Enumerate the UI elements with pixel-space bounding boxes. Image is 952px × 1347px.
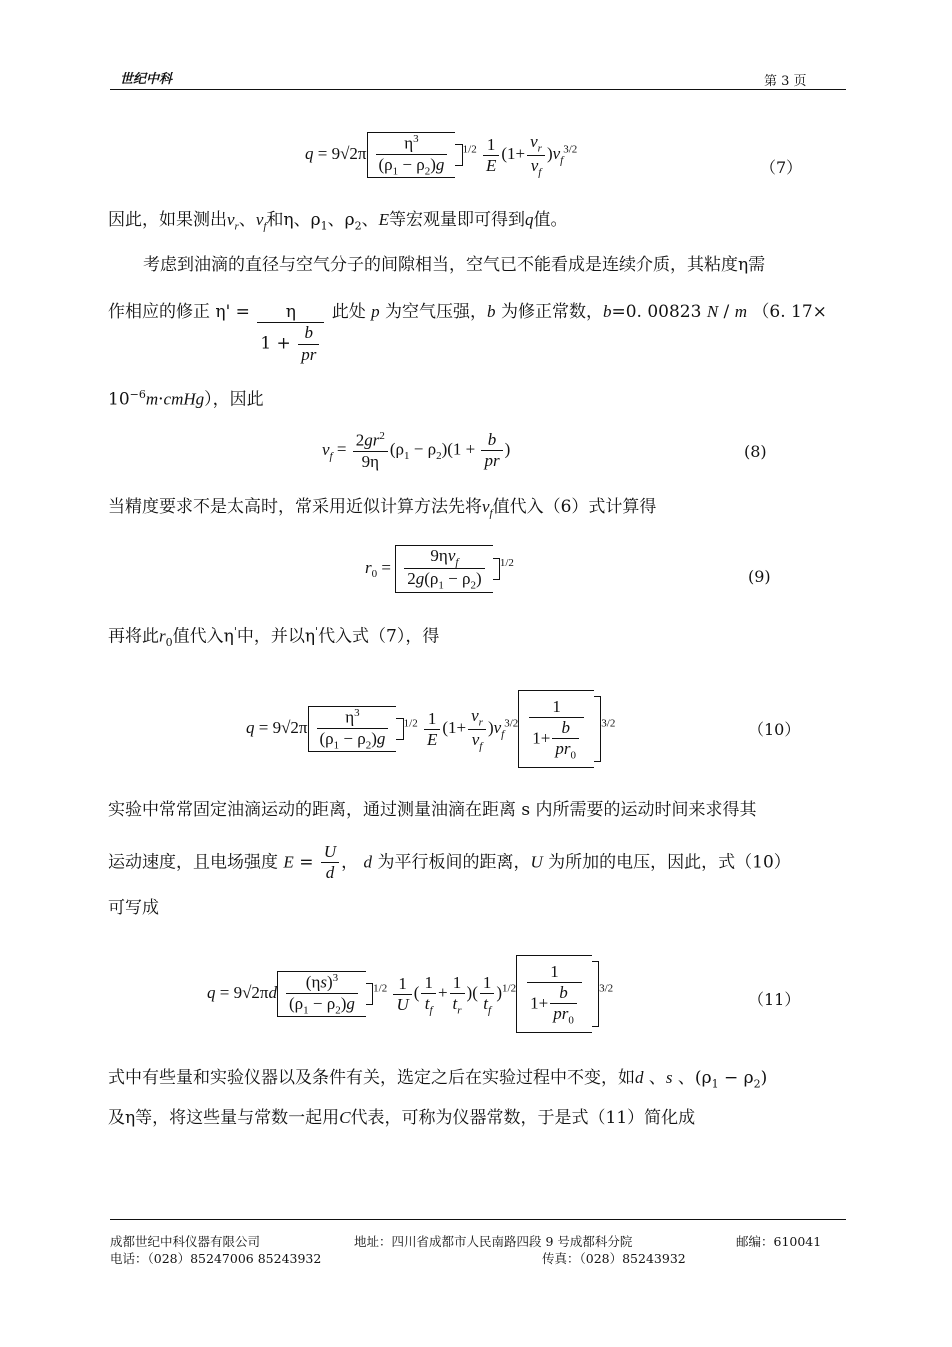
equation-11-number: （11）	[748, 990, 801, 1009]
equation-8: $v_f$ = $\frac{2gr^2}{9\eta}$ $(\rho_1 - \rho_2)(1$ + $\frac{b}{pr}$ )	[322, 430, 511, 471]
paragraph-3: 作相应的修正 η' = η 1 + $\frac{b}{pr}$ 此处 p 为空气压强，b 为修正常数，b=0. 00823 N / m （6. 17×	[108, 302, 827, 364]
header-divider	[110, 89, 846, 90]
paragraph-8: 运动速度，且电场强度 E = $\frac{U}{d}$ ， d 为平行板间的距离，U 为所加的电压，因此，式（10）	[108, 842, 791, 883]
equation-7: q = 9√2π $\frac{\eta^3}{(\rho_1 - \rho_2)g}$ $^{1/2}$ $\frac{1}{E}$ (1+ $\frac{v_r}{v_f}$ )$v_f^{3/2}$	[305, 132, 578, 178]
paragraph-11: 及η等，将这些量与常数一起用C代表，可称为仪器常数，于是式（11）简化成	[108, 1108, 696, 1128]
paragraph-2: 考虑到油滴的直径与空气分子的间隙相当，空气已不能看成是连续介质，其粘度η需	[143, 255, 766, 275]
equation-7-number: （7）	[760, 158, 803, 177]
header-brand: 世纪中科	[120, 72, 173, 87]
footer-address: 地址：四川省成都市人民南路四段 9 号成都科分院	[354, 1234, 633, 1249]
paragraph-7: 实验中常常固定油滴运动的距离，通过测量油滴在距离 s 内所需要的运动时间来求得其	[108, 800, 757, 820]
equation-10-number: （10）	[748, 720, 801, 739]
equation-8-number: (8)	[744, 442, 767, 461]
paragraph-10: 式中有些量和实验仪器以及条件有关，选定之后在实验过程中不变，如d 、s 、$(\rho_1 - \rho_2)$	[108, 1068, 768, 1091]
paragraph-4: $10^{-6}m\cdot cmHg$），因此	[108, 388, 264, 410]
paragraph-1: 因此，如果测出$v_r$、$v_f$和η、$\rho_1$、$\rho_2$、E等宏观量即可得到q值。	[108, 210, 568, 233]
footer-fax: 传真：（028）85243932	[542, 1251, 686, 1266]
footer-company: 成都世纪中科仪器有限公司	[110, 1234, 261, 1249]
equation-9-number: (9)	[748, 567, 771, 586]
equation-9: $r_0$ = $\frac{9\eta v_f}{2g(\rho_1 - \rho_2)}$ $^{1/2}$	[365, 546, 514, 592]
equation-10: q = 9√2π $\frac{\eta^3}{(\rho_1 - \rho_2)g}$ $^{1/2}$ $\frac{1}{E}$ (1+ $\frac{v_r}{v_f}$ )$v_f^{3/2}$ 1 1+ $\frac{b}{pr_0}$ $^{3/2}$	[246, 690, 615, 768]
paragraph-6: 再将此$r_0$值代入η'中，并以η'代入式（7），得	[108, 625, 440, 650]
footer-divider	[110, 1219, 846, 1220]
paragraph-5: 当精度要求不是太高时，常采用近似计算方法先将$v_f$值代入（6）式计算得	[108, 497, 657, 520]
paragraph-9: 可写成	[108, 898, 159, 918]
footer-postcode: 邮编：610041	[736, 1234, 822, 1249]
footer-phone: 电话：（028）85247006 85243932	[110, 1251, 322, 1266]
page-number: 第 3 页	[764, 74, 807, 89]
equation-11: q = 9√2πd $\frac{(\eta s)^3}{(\rho_1 - \rho_2)g}$ $^{1/2}$ $\frac{1}{U}$ ( $\frac{1}{t_f}$ + $\frac{1}{t_r}$ )( $\frac{1}{t_f}$ )$^{1/2}$ 1 1+ $\frac{b}{pr_0}$ $^{3/2}$	[207, 955, 613, 1033]
